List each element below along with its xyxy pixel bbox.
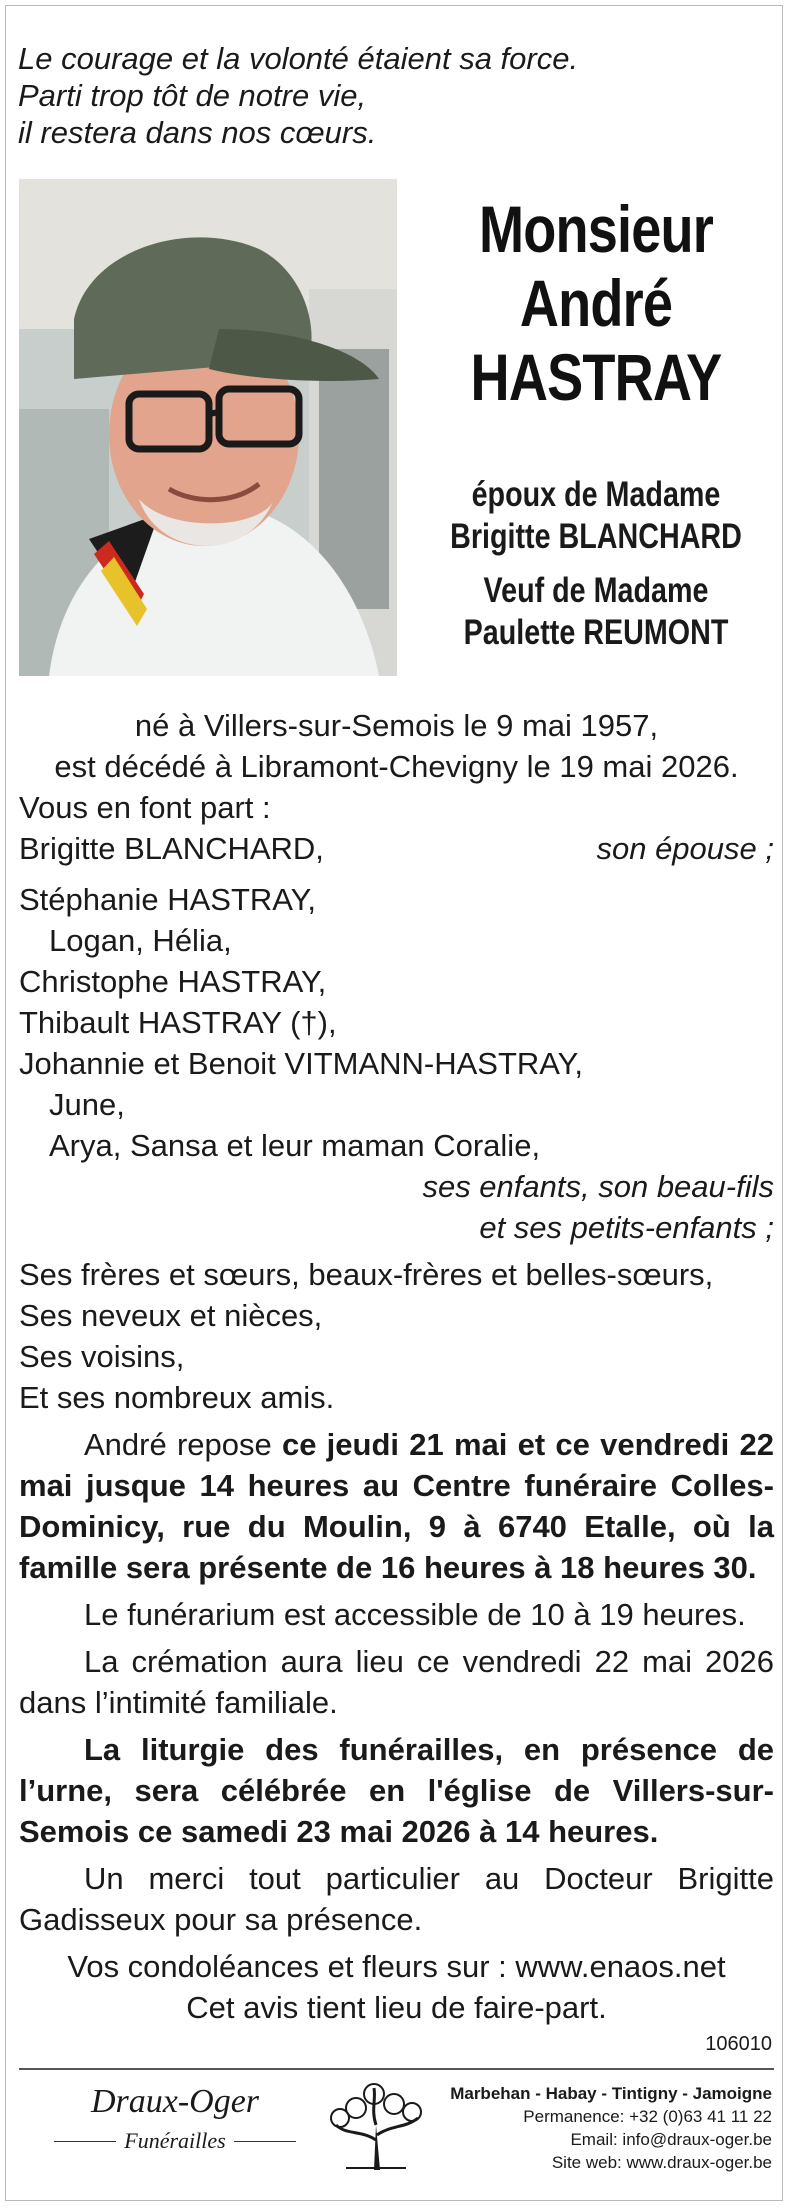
condolences-line: Vos condoléances et fleurs sur : www.enaos.net bbox=[67, 1949, 726, 1984]
name-title: Monsieur bbox=[478, 192, 713, 266]
list-item: Thibault HASTRAY (†), bbox=[19, 1005, 337, 1040]
death-line: est décédé à Libramont-Chevigny le 19 mai 2026. bbox=[54, 749, 739, 784]
children-role: et ses petits-enfants ; bbox=[479, 1210, 774, 1245]
phone-line: Permanence: +32 (0)63 41 11 22 bbox=[523, 2107, 772, 2126]
deceased-name bbox=[402, 192, 790, 414]
widower-line: Veuf de Madame bbox=[483, 571, 709, 610]
spouse-info bbox=[402, 474, 790, 654]
others-line: Ses neveux et nièces, bbox=[19, 1298, 323, 1333]
wife-name: Brigitte BLANCHARD, bbox=[19, 831, 324, 866]
brand-subtitle-row bbox=[40, 2128, 310, 2154]
funeral-home-logo bbox=[40, 2082, 310, 2154]
wife-row bbox=[19, 828, 774, 869]
list-item: Johannie et Benoit VITMANN-HASTRAY, bbox=[19, 1046, 583, 1081]
cities-line: Marbehan - Habay - Tintigny - Jamoigne bbox=[450, 2084, 772, 2103]
spouse-line: époux de Madame bbox=[471, 475, 721, 514]
children-role: ses enfants, son beau-fils bbox=[422, 1169, 774, 1204]
quote-line: Parti trop tôt de notre vie, bbox=[18, 78, 367, 113]
funerarium-paragraph: Le funérarium est accessible de 10 à 19 heures. bbox=[84, 1597, 746, 1632]
others-line: Et ses nombreux amis. bbox=[19, 1380, 335, 1415]
quote-line: Le courage et la volonté étaient sa force. bbox=[18, 41, 579, 76]
spouse-line: Brigitte BLANCHARD bbox=[450, 517, 742, 556]
email-line: Email: info@draux-oger.be bbox=[570, 2130, 772, 2149]
notice-line: Cet avis tient lieu de faire-part. bbox=[186, 1990, 607, 2025]
list-item: June, bbox=[49, 1087, 125, 1122]
notice-body bbox=[19, 705, 774, 2028]
list-item: Stéphanie HASTRAY, bbox=[19, 882, 316, 917]
cremation-paragraph: La crémation aura lieu ce vendredi 22 mai 2026 dans l’intimité familiale. bbox=[19, 1644, 774, 1720]
footer-divider bbox=[19, 2068, 774, 2070]
list-item: Arya, Sansa et leur maman Coralie, bbox=[49, 1128, 541, 1163]
web-line: Site web: www.draux-oger.be bbox=[551, 2153, 772, 2172]
others-line: Ses frères et sœurs, beaux-frères et belles-sœurs, bbox=[19, 1257, 714, 1292]
contact-info bbox=[450, 2082, 772, 2174]
widower-line: Paulette REUMONT bbox=[463, 613, 729, 652]
others-line: Ses voisins, bbox=[19, 1339, 185, 1374]
repose-details: ce jeudi 21 mai et ce vendredi 22 mai jusque 14 heures au Centre funéraire Colles-Dominicy, rue du Moulin, 9 à 6740 Etalle, où la famille sera présente de 16 heures à 18 heures 30. bbox=[19, 1427, 775, 1585]
tree-icon bbox=[326, 2080, 426, 2180]
repose-paragraph bbox=[19, 1424, 774, 1588]
reference-number: 106010 bbox=[705, 2033, 772, 2055]
name-last: HASTRAY bbox=[470, 340, 722, 414]
quote-line: il restera dans nos cœurs. bbox=[18, 115, 377, 150]
memorial-quote bbox=[18, 40, 578, 151]
children-list bbox=[19, 879, 774, 1166]
wife-role: son épouse ; bbox=[596, 831, 774, 866]
brand-subtitle: Funérailles bbox=[124, 2128, 226, 2153]
liturgy-paragraph: La liturgie des funérailles, en présence de l’urne, sera célébrée en l'église de Villers-sur-Semois ce samedi 23 mai 2026 à 14 heures. bbox=[19, 1732, 774, 1849]
name-first: André bbox=[519, 266, 673, 340]
list-item: Logan, Hélia, bbox=[49, 923, 232, 958]
repose-intro: André repose bbox=[84, 1427, 282, 1462]
announce-line: Vous en font part : bbox=[19, 790, 271, 825]
list-item: Christophe HASTRAY, bbox=[19, 964, 327, 999]
thanks-paragraph: Un merci tout particulier au Docteur Brigitte Gadisseux pour sa présence. bbox=[19, 1861, 774, 1937]
birth-line: né à Villers-sur-Semois le 9 mai 1957, bbox=[134, 708, 659, 743]
portrait-photo bbox=[19, 179, 397, 676]
brand-name: Draux-Oger bbox=[90, 2083, 260, 2120]
